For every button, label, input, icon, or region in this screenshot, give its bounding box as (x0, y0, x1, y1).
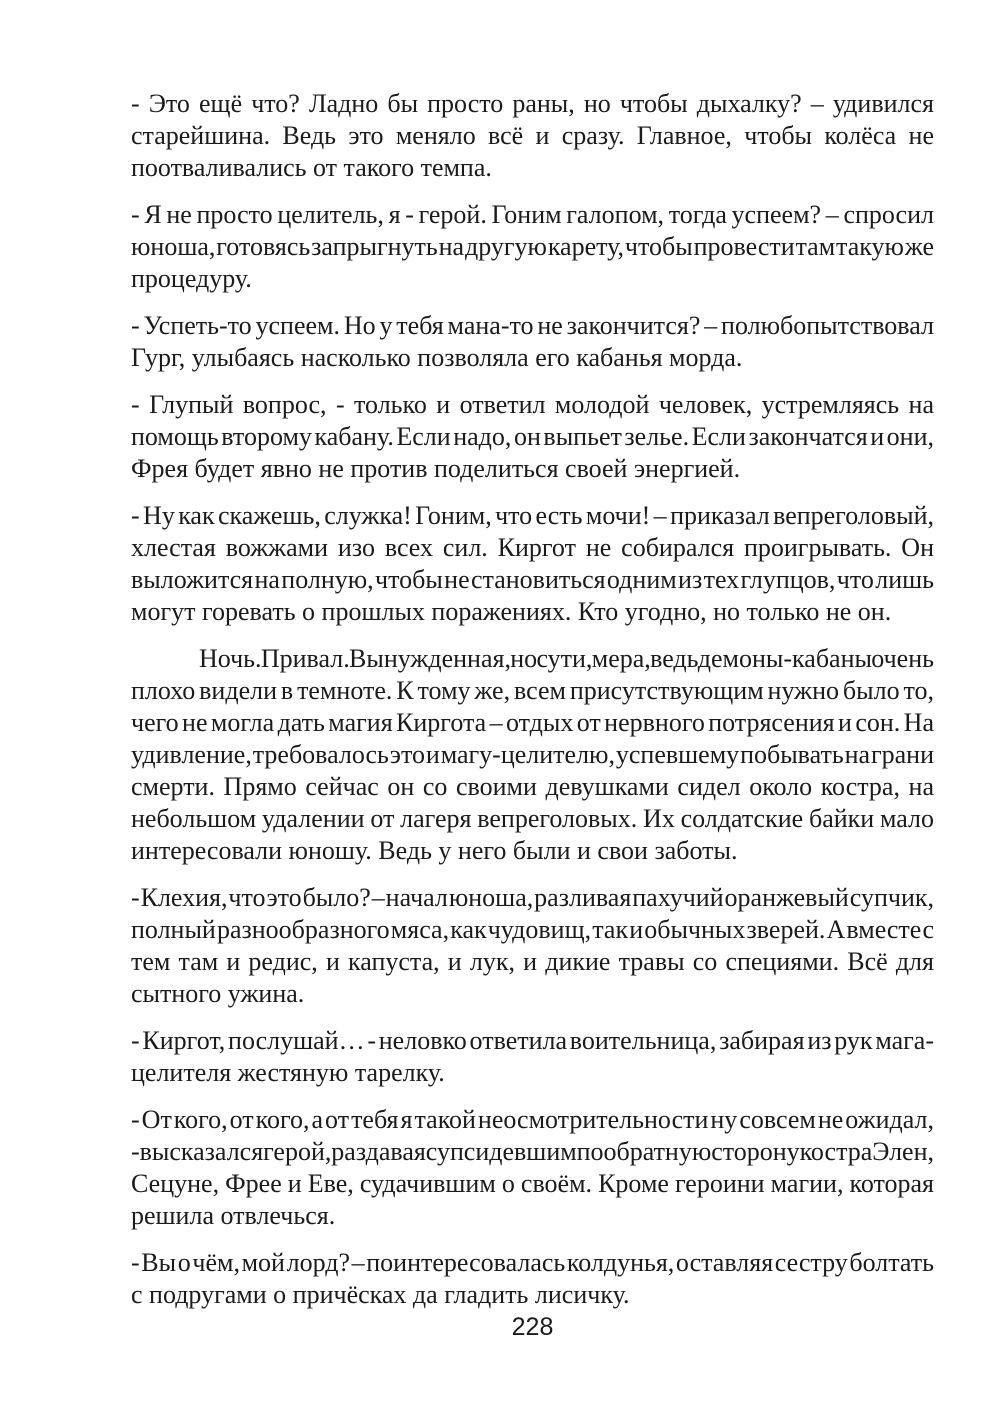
text-line (131, 120, 934, 152)
text-line (131, 675, 934, 707)
text-line-content: Гург, улыбаясь насколько позволяла его кабанья морда. (131, 343, 743, 372)
text-line-content: - Киргот, послушай… - неловко ответила воительница, забирая из рук мага- (131, 1026, 934, 1055)
text-line (131, 596, 934, 628)
paragraph (131, 1104, 934, 1232)
text-line (131, 1104, 934, 1136)
text-line-content: - Я не просто целитель, я - герой. Гоним галопом, тогда успеем? – спросил (131, 200, 934, 229)
page-number: 228 (511, 1313, 554, 1341)
text-line-content: хлестая вожжами изо всех сил. Киргот не собирался проигрывать. Он (131, 533, 934, 562)
text-line-content: процедуру. (131, 264, 252, 293)
text-line (131, 564, 934, 596)
text-line (131, 532, 934, 564)
paragraph (131, 88, 934, 184)
text-line-content: интересовали юношу. Ведь у него были и свои заботы. (131, 836, 738, 865)
text-line (131, 1247, 934, 1279)
text-line-content: - Клехия, что это было? – начал юноша, разливая пахучий оранжевый супчик, (131, 883, 934, 912)
text-line-content: Ночь. Привал. Вынужденная, но сути, мера, ведь демоны-кабаны очень (199, 644, 934, 673)
text-line (131, 88, 934, 120)
paragraph (131, 199, 934, 295)
text-line-content: - От кого, от кого, а от тебя я такой неосмотрительности ну совсем не ожидал, (131, 1105, 934, 1134)
text-line-content: с подругами о причёсках да гладить лисичку. (131, 1280, 630, 1309)
text-line (131, 263, 934, 295)
text-line-content: плохо видели в темноте. К тому же, всем присутствующим нужно было то, (131, 676, 934, 705)
text-line (131, 152, 934, 184)
text-line-content: Фрея будет явно не против поделиться своей энергией. (131, 454, 741, 483)
text-line (131, 914, 934, 946)
text-line (131, 421, 934, 453)
text-line-content: - Успеть-то успеем. Но у тебя мана-то не закончится? – полюбопытствовал (131, 311, 934, 340)
text-line-content: - Вы о чём, мой лорд? – поинтересовалась колдунья, оставляя сестру болтать (131, 1248, 934, 1277)
text-line-content: тем там и редис, и капуста, и лук, и дикие травы со специями. Всё для (131, 947, 934, 976)
text-line (131, 739, 934, 771)
paragraph (131, 500, 934, 628)
text-line-content: помощь второму кабану. Если надо, он выпьет зелье. Если закончатся и они, (131, 422, 934, 451)
text-line-content: - высказался герой, раздавая суп сидевшим по обратную сторону костра Элен, (131, 1137, 934, 1166)
paragraph (131, 310, 934, 374)
text-line (131, 882, 934, 914)
text-line-content: Сецуне, Фрее и Еве, судачившим о своём. Кроме героини магии, которая (131, 1169, 934, 1198)
text-line (131, 1025, 934, 1057)
text-line (131, 643, 934, 675)
text-line (131, 771, 934, 803)
paragraph (131, 1025, 934, 1089)
text-line (131, 1057, 934, 1089)
text-line-content: - Глупый вопрос, - только и ответил молодой человек, устремляясь на (131, 390, 934, 419)
text-line-content: сытного ужина. (131, 979, 305, 1008)
paragraph (131, 389, 934, 485)
text-line-content: поотваливались от такого темпа. (131, 153, 492, 182)
paragraph (131, 643, 934, 867)
text-line (131, 310, 934, 342)
text-line-content: выложится на полную, чтобы не становиться одним из тех глупцов, что лишь (131, 565, 934, 594)
text-line (131, 1279, 934, 1311)
text-line-content: целителя жестяную тарелку. (131, 1058, 445, 1087)
text-line-content: юноша, готовясь запрыгнуть на другую карету, чтобы провести там такую же (131, 232, 934, 261)
text-line (131, 946, 934, 978)
text-line (131, 835, 934, 867)
text-line (131, 500, 934, 532)
text-line-content: удивление, требовалось это и магу-целителю, успевшему побывать на грани (131, 740, 934, 769)
page-text (131, 88, 934, 1311)
text-line (131, 453, 934, 485)
text-line-content: старейшина. Ведь это меняло всё и сразу. Главное, чтобы колёса не (131, 121, 934, 150)
paragraph (131, 882, 934, 1010)
text-line (131, 199, 934, 231)
text-line (131, 1168, 934, 1200)
text-line (131, 342, 934, 374)
text-line-content: чего не могла дать магия Киргота – отдых от нервного потрясения и сон. На (131, 708, 934, 737)
text-line (131, 1200, 934, 1232)
text-line (131, 1136, 934, 1168)
text-line-content: могут горевать о прошлых поражениях. Кто угодно, но только не он. (131, 597, 892, 626)
text-line-content: решила отвлечься. (131, 1201, 336, 1230)
text-line (131, 978, 934, 1010)
text-line-content: - Ну как скажешь, служка! Гоним, что есть мочи! – приказал вепреголовый, (131, 501, 934, 530)
text-line-content: небольшом удалении от лагеря вепреголовых. Их солдатские байки мало (131, 804, 934, 833)
text-line-content: полный разнообразного мяса, как чудовищ, так и обычных зверей. А вместе с (131, 915, 934, 944)
text-line (131, 389, 934, 421)
text-line (131, 803, 934, 835)
text-line (131, 707, 934, 739)
paragraph (131, 1247, 934, 1311)
text-line-content: - Это ещё что? Ладно бы просто раны, но чтобы дыхалку? – удивился (131, 89, 934, 118)
text-line (131, 231, 934, 263)
text-line-content: смерти. Прямо сейчас он со своими девушками сидел около костра, на (131, 772, 934, 801)
